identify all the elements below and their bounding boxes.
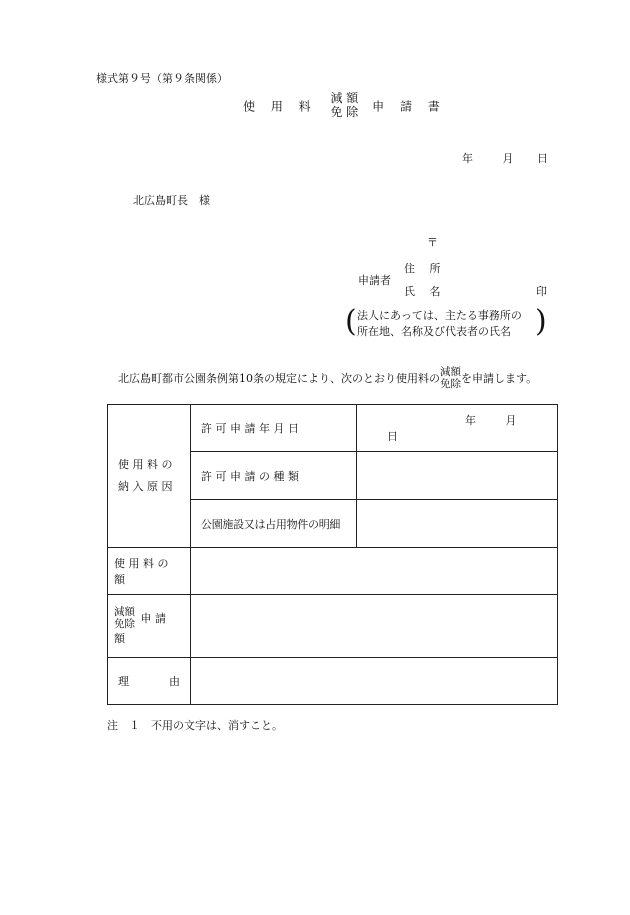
body-stack [440, 366, 461, 390]
title-stack [330, 92, 358, 120]
permit-date-day: 日 [387, 430, 398, 443]
request-stack-bottom: 免除 [114, 618, 135, 630]
permit-type-field[interactable] [357, 452, 558, 500]
body-stack-bottom: 免除 [440, 378, 461, 391]
reason-label-right: 由 [169, 675, 180, 688]
request-amount-label [108, 595, 191, 658]
request-amount-field[interactable] [191, 595, 558, 658]
permit-type-label: 許 可 申 請 の 種 類 [191, 452, 357, 500]
title-right: 申 請 書 [372, 99, 446, 114]
request-stack-top: 減額 [114, 605, 135, 618]
date-day: 日 [537, 152, 548, 165]
right-bracket: ) [535, 304, 547, 339]
document-title [243, 92, 446, 120]
body-before: 北広島町都市公園条例第10条の規定により、次のとおり使用料の [118, 372, 440, 386]
left-bracket: ( [345, 304, 357, 339]
reason-label-left: 理 [118, 675, 129, 688]
body-after: を申請します。 [461, 372, 538, 386]
title-stack-top: 減 額 [330, 91, 359, 105]
permit-date-month: 月 [505, 414, 517, 427]
reason-label [108, 658, 191, 705]
seal-mark: 印 [536, 285, 547, 298]
facility-detail-field[interactable] [357, 500, 558, 548]
application-table [107, 404, 558, 705]
table-row [108, 405, 558, 452]
request-label: 申 請 額 [114, 612, 166, 646]
addressee: 北広島町長 様 [133, 194, 210, 207]
facility-detail-label: 公園施設又は占用物件の明細 [191, 500, 357, 548]
body-text [118, 366, 537, 390]
postal-mark: 〒 [427, 236, 438, 249]
date-line [462, 150, 548, 166]
applicant-label: 申請者 [358, 274, 391, 287]
date-year: 年 [462, 152, 473, 165]
table-row [108, 658, 558, 705]
permit-date-year: 年 [465, 414, 476, 427]
permit-date-label: 許 可 申 請 年 月 日 [191, 405, 357, 452]
address-label: 住 所 [404, 262, 446, 275]
name-label: 氏 名 [404, 285, 446, 298]
permit-date-field[interactable] [357, 405, 558, 452]
reason-group-cell [108, 405, 191, 548]
reason-group-line-2: 納 入 原 因 [118, 480, 173, 493]
fee-amount-label: 使 用 料 の 額 [108, 548, 191, 595]
reason-group-line-1: 使 用 料 の [118, 458, 173, 471]
footnote: 注 １ 不用の文字は、消すこと。 [107, 719, 283, 732]
corporate-note [345, 304, 547, 343]
title-left: 使 用 料 [243, 99, 317, 114]
note-line-2: 所在地、名称及び代表者の氏名 [357, 325, 511, 338]
note-line-1: 法人にあっては、主たる事務所の [357, 309, 522, 322]
table-row [108, 548, 558, 595]
fee-amount-field[interactable] [191, 548, 558, 595]
date-month: 月 [502, 152, 514, 165]
table-row [108, 595, 558, 658]
body-stack-top: 減額 [440, 366, 461, 378]
request-stack [114, 606, 135, 630]
title-stack-bottom: 免 除 [330, 104, 359, 119]
form-number: 様式第９号（第９条関係） [96, 72, 228, 85]
reason-field[interactable] [191, 658, 558, 705]
